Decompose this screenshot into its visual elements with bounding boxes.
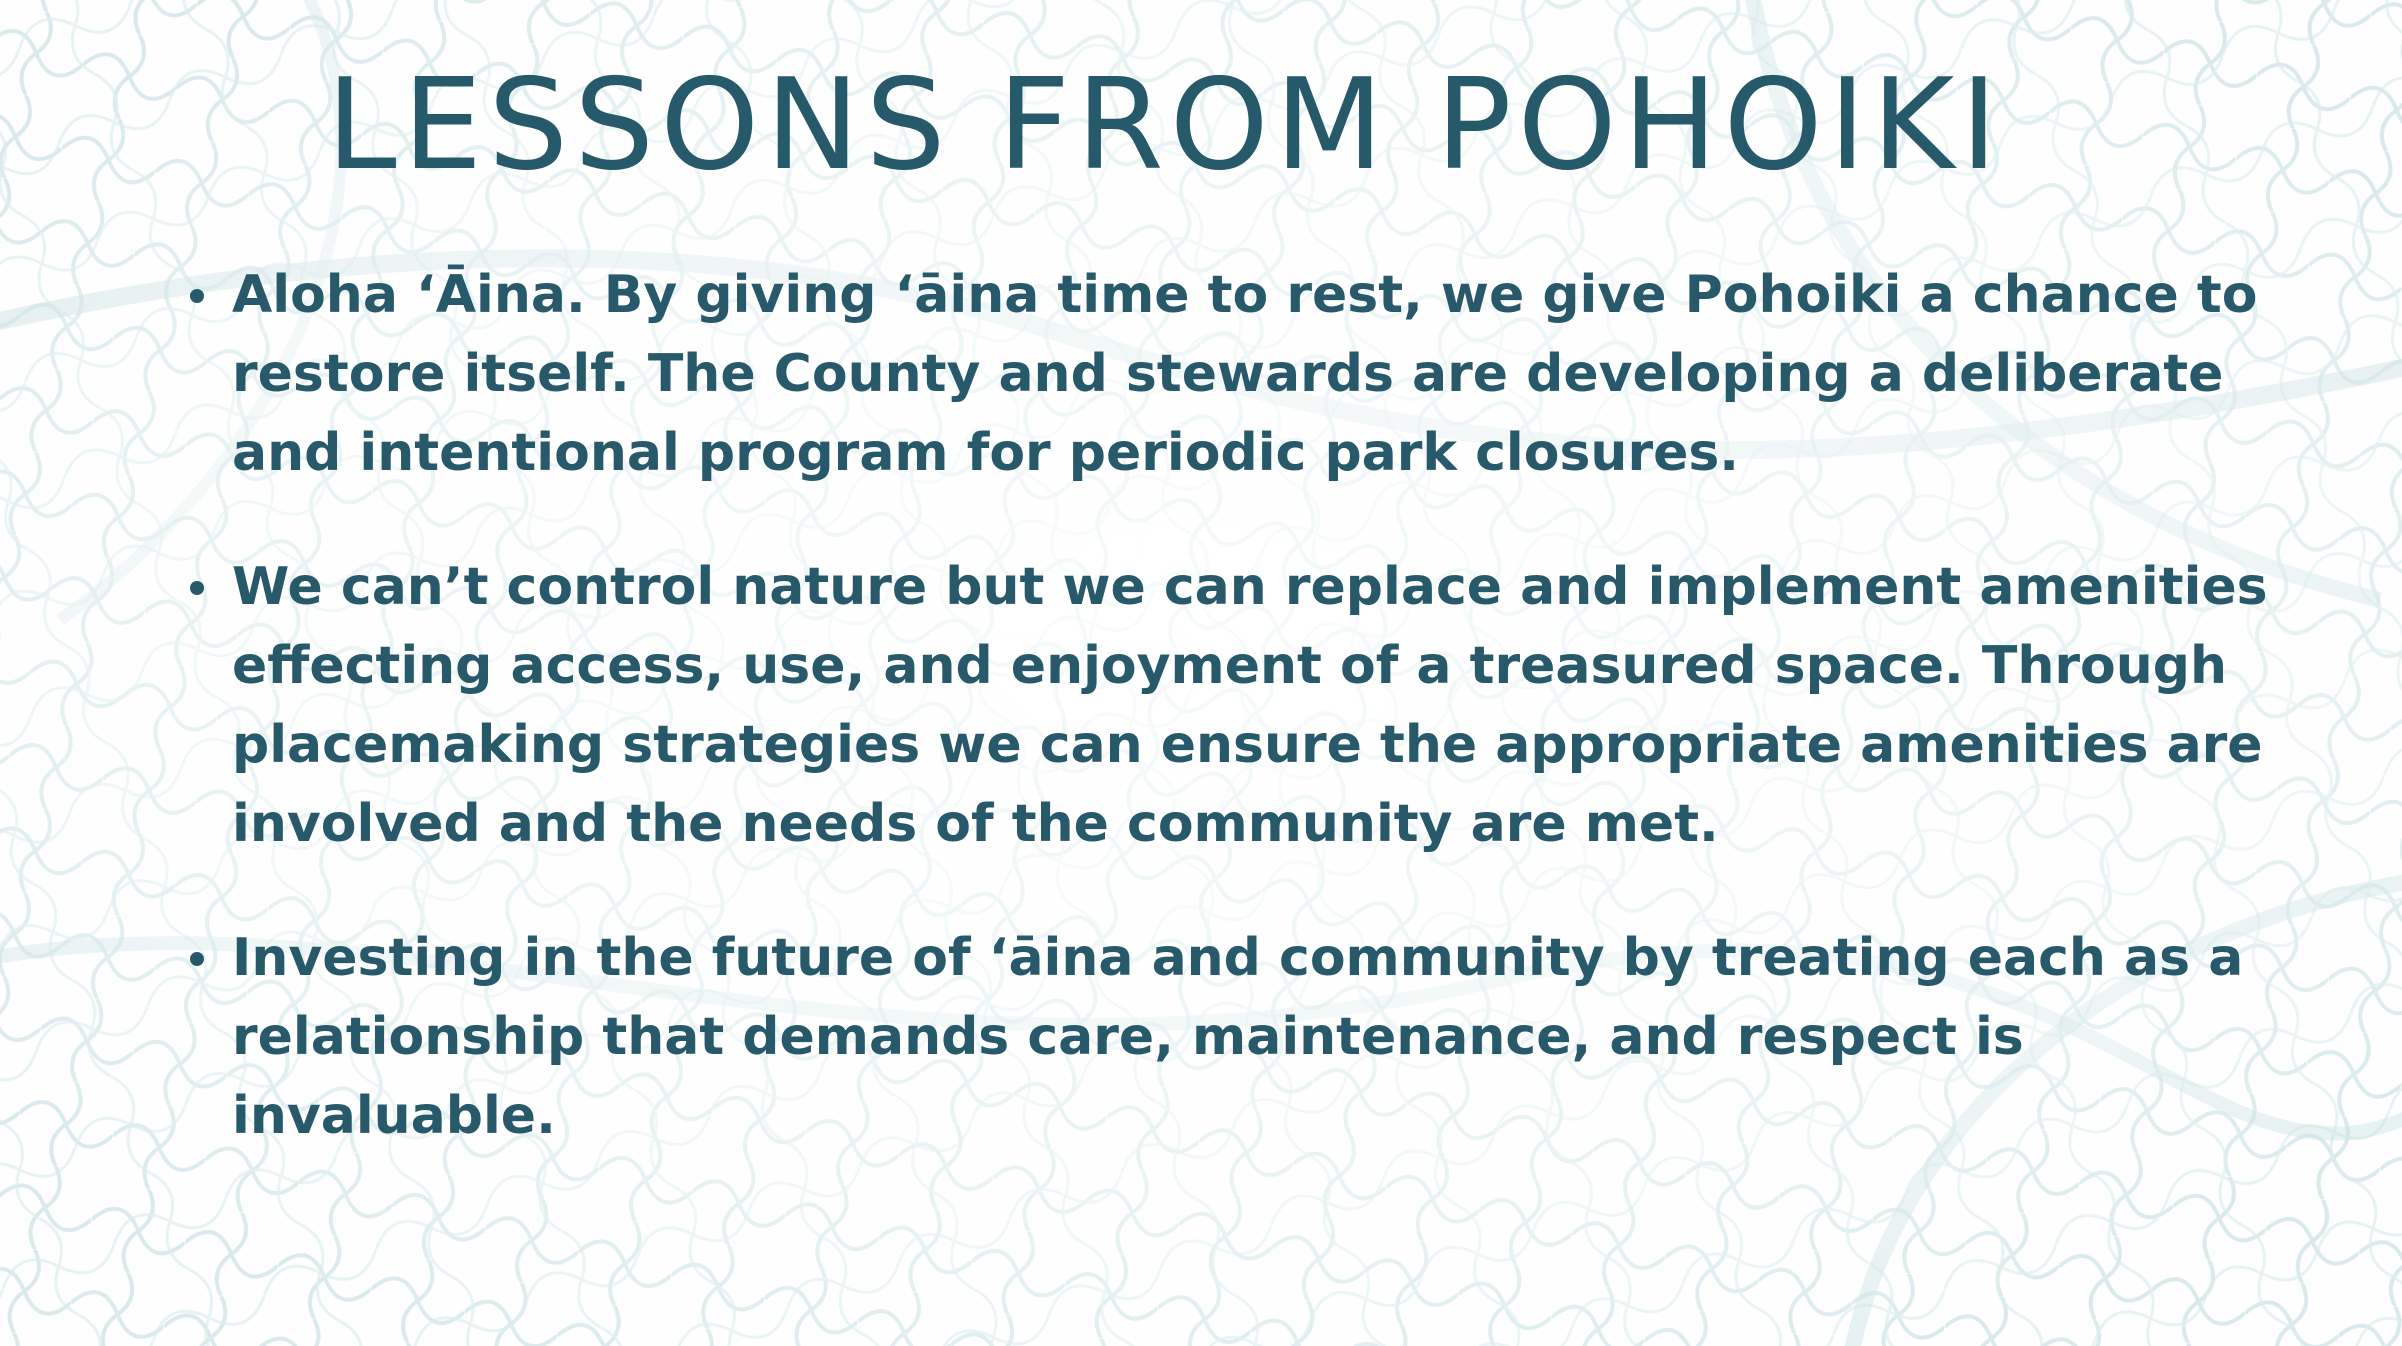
bullet-item-amenities — [232, 548, 2292, 864]
slide-title: LESSONS FROM POHOIKI — [326, 51, 2004, 198]
bullet-list — [232, 256, 2292, 1211]
bullet-dot-icon — [190, 581, 204, 595]
bullet-item-aloha-aina — [232, 256, 2292, 493]
bullet-text: Aloha ʻĀina. By giving ʻāina time to rest, we give Pohoiki a chance to restore itself. The County and stewards are developing a deliberate and intentional program for periodic park closures. — [232, 265, 2258, 483]
bullet-text: Investing in the future of ʻāina and community by treating each as a relationship that demands care, maintenance, and respect is invaluable. — [232, 928, 2244, 1146]
bullet-item-investing — [232, 919, 2292, 1156]
bullet-text: We can’t control nature but we can replace and implement amenities effecting access, use, and enjoyment of a treasured space. Through placemaking strategies we can ensure the appropriate amenities are involved and the needs of the community are met. — [232, 557, 2268, 854]
bullet-dot-icon — [190, 952, 204, 966]
bullet-dot-icon — [190, 289, 204, 303]
